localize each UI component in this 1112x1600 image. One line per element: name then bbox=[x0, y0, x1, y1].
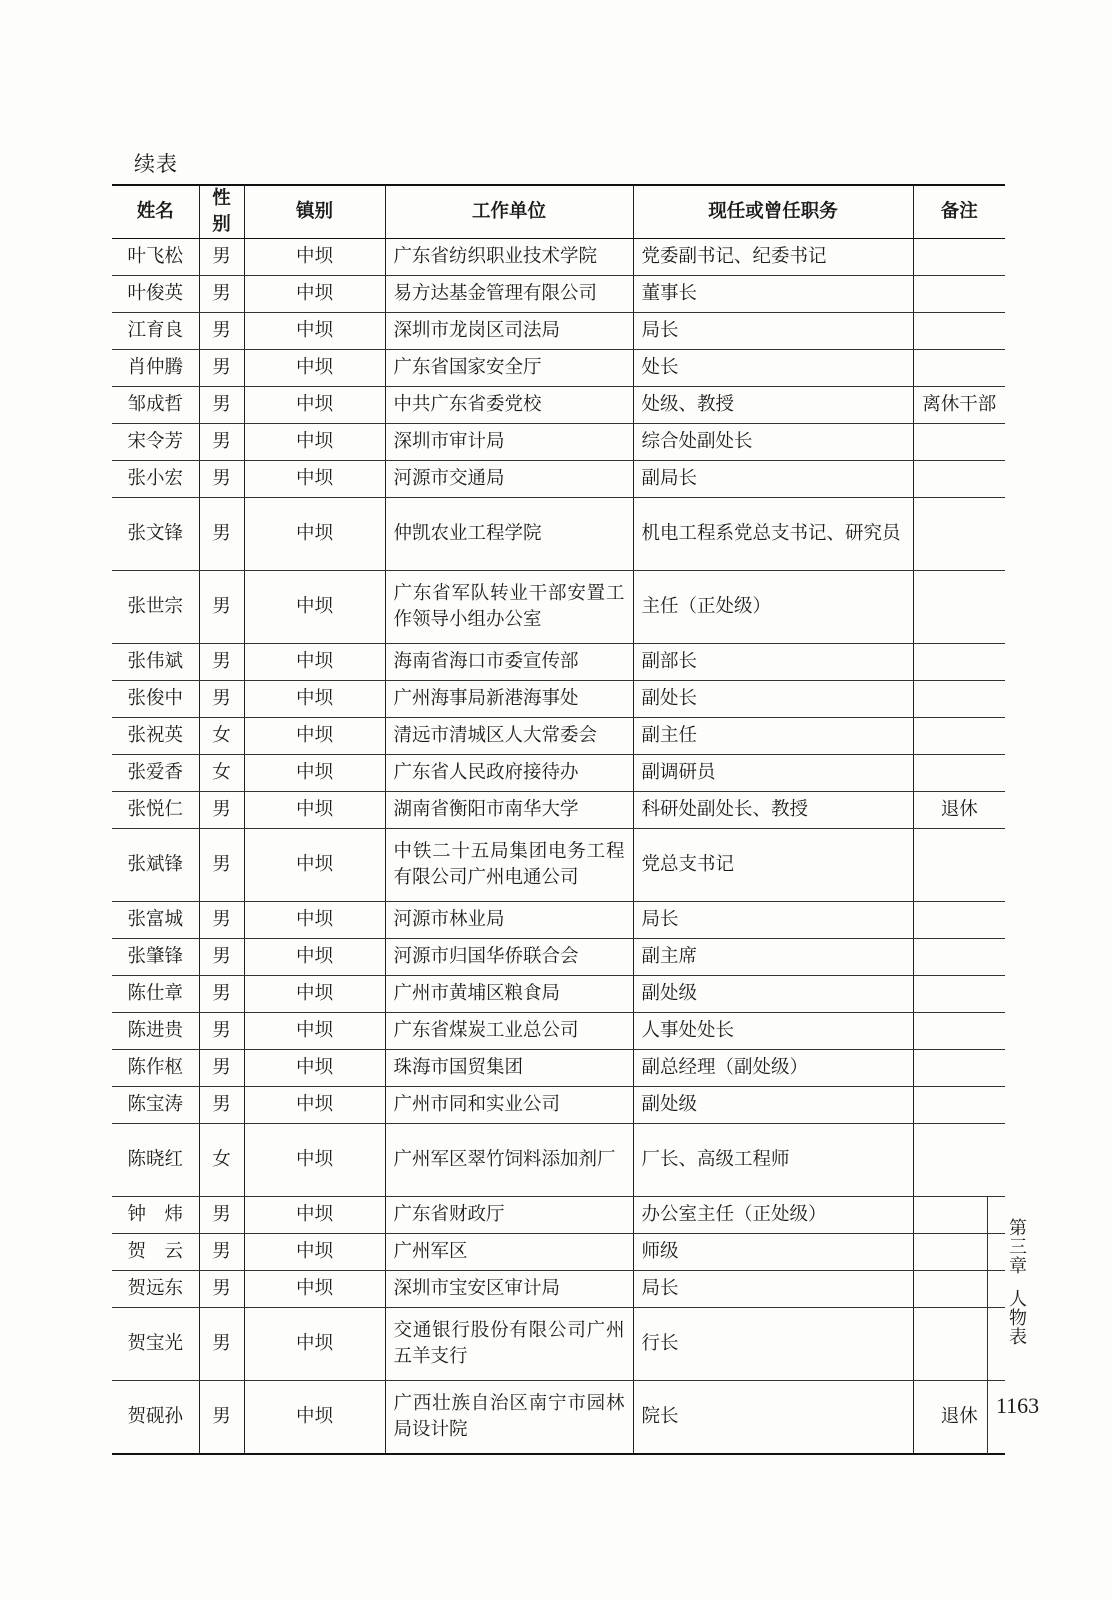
cell-name: 张肇锋 bbox=[112, 939, 199, 976]
cell-town: 中坝 bbox=[244, 313, 385, 350]
cell-town: 中坝 bbox=[244, 792, 385, 829]
cell-work-unit: 中共广东省委党校 bbox=[385, 387, 633, 424]
cell-work-unit: 广东省军队转业干部安置工作领导小组办公室 bbox=[385, 571, 633, 644]
cell-gender: 女 bbox=[199, 718, 244, 755]
table-row bbox=[112, 792, 1005, 829]
table-header-row bbox=[112, 185, 1005, 239]
cell-work-unit: 深圳市龙岗区司法局 bbox=[385, 313, 633, 350]
cell-note bbox=[913, 939, 1005, 976]
cell-note bbox=[913, 1050, 1005, 1087]
page-number: 1163 bbox=[996, 1393, 1040, 1418]
cell-name: 陈晓红 bbox=[112, 1124, 199, 1197]
cell-position: 副主席 bbox=[633, 939, 913, 976]
cell-work-unit: 河源市林业局 bbox=[385, 902, 633, 939]
table-body bbox=[112, 239, 1005, 1455]
cell-name: 张斌锋 bbox=[112, 829, 199, 902]
cell-name: 张悦仁 bbox=[112, 792, 199, 829]
cell-work-unit: 广东省国家安全厅 bbox=[385, 350, 633, 387]
cell-note bbox=[913, 976, 1005, 1013]
cell-note bbox=[913, 829, 1005, 902]
cell-position: 副局长 bbox=[633, 461, 913, 498]
cell-name: 邹成哲 bbox=[112, 387, 199, 424]
table-row bbox=[112, 718, 1005, 755]
table-row bbox=[112, 1124, 1005, 1197]
table-row bbox=[112, 498, 1005, 571]
cell-name: 贺宝光 bbox=[112, 1308, 199, 1381]
cell-gender: 男 bbox=[199, 939, 244, 976]
cell-town: 中坝 bbox=[244, 350, 385, 387]
cell-gender: 男 bbox=[199, 1381, 244, 1455]
table-row bbox=[112, 829, 1005, 902]
cell-work-unit: 广东省纺织职业技术学院 bbox=[385, 239, 633, 276]
cell-gender: 男 bbox=[199, 1234, 244, 1271]
table-row bbox=[112, 571, 1005, 644]
cell-gender: 男 bbox=[199, 350, 244, 387]
cell-name: 贺 云 bbox=[112, 1234, 199, 1271]
cell-name: 张俊中 bbox=[112, 681, 199, 718]
table-row bbox=[112, 1050, 1005, 1087]
cell-note: 退休 bbox=[913, 1381, 1005, 1455]
cell-position: 机电工程系党总支书记、研究员 bbox=[633, 498, 913, 571]
cell-note bbox=[913, 1234, 1005, 1271]
cell-town: 中坝 bbox=[244, 424, 385, 461]
cell-position: 师级 bbox=[633, 1234, 913, 1271]
cell-position: 党总支书记 bbox=[633, 829, 913, 902]
personnel-table-container bbox=[112, 184, 997, 1455]
cell-town: 中坝 bbox=[244, 829, 385, 902]
cell-gender: 男 bbox=[199, 239, 244, 276]
cell-position: 党委副书记、纪委书记 bbox=[633, 239, 913, 276]
cell-name: 贺远东 bbox=[112, 1271, 199, 1308]
cell-gender: 男 bbox=[199, 424, 244, 461]
cell-name: 张祝英 bbox=[112, 718, 199, 755]
cell-town: 中坝 bbox=[244, 239, 385, 276]
cell-name: 宋令芳 bbox=[112, 424, 199, 461]
cell-position: 副总经理（副处级） bbox=[633, 1050, 913, 1087]
cell-work-unit: 海南省海口市委宣传部 bbox=[385, 644, 633, 681]
cell-note: 离休干部 bbox=[913, 387, 1005, 424]
cell-work-unit: 广州海事局新港海事处 bbox=[385, 681, 633, 718]
cell-position: 副主任 bbox=[633, 718, 913, 755]
cell-name: 张文锋 bbox=[112, 498, 199, 571]
cell-note bbox=[913, 350, 1005, 387]
table-row bbox=[112, 1087, 1005, 1124]
table-row bbox=[112, 387, 1005, 424]
table-row bbox=[112, 313, 1005, 350]
cell-work-unit: 广州军区 bbox=[385, 1234, 633, 1271]
cell-note bbox=[913, 239, 1005, 276]
cell-position: 综合处副处长 bbox=[633, 424, 913, 461]
cell-position: 副处级 bbox=[633, 1087, 913, 1124]
cell-note: 退休 bbox=[913, 792, 1005, 829]
table-row bbox=[112, 755, 1005, 792]
cell-work-unit: 广州市黄埔区粮食局 bbox=[385, 976, 633, 1013]
cell-work-unit: 中铁二十五局集团电务工程有限公司广州电通公司 bbox=[385, 829, 633, 902]
cell-gender: 男 bbox=[199, 1271, 244, 1308]
cell-note bbox=[913, 424, 1005, 461]
table-row bbox=[112, 1234, 1005, 1271]
header-position: 现任或曾任职务 bbox=[633, 185, 913, 239]
cell-gender: 男 bbox=[199, 313, 244, 350]
cell-position: 副部长 bbox=[633, 644, 913, 681]
cell-position: 院长 bbox=[633, 1381, 913, 1455]
cell-work-unit: 广东省煤炭工业总公司 bbox=[385, 1013, 633, 1050]
cell-position: 办公室主任（正处级） bbox=[633, 1197, 913, 1234]
cell-gender: 男 bbox=[199, 976, 244, 1013]
cell-town: 中坝 bbox=[244, 1381, 385, 1455]
cell-name: 张富城 bbox=[112, 902, 199, 939]
cell-gender: 男 bbox=[199, 1087, 244, 1124]
cell-note bbox=[913, 755, 1005, 792]
continued-table-label: 续表 bbox=[134, 152, 178, 176]
cell-name: 张世宗 bbox=[112, 571, 199, 644]
cell-note bbox=[913, 461, 1005, 498]
cell-note bbox=[913, 681, 1005, 718]
cell-gender: 男 bbox=[199, 902, 244, 939]
cell-name: 叶俊英 bbox=[112, 276, 199, 313]
table-row bbox=[112, 1271, 1005, 1308]
cell-town: 中坝 bbox=[244, 681, 385, 718]
chapter-label: 第三章 bbox=[1006, 1218, 1027, 1275]
cell-town: 中坝 bbox=[244, 1013, 385, 1050]
cell-position: 局长 bbox=[633, 1271, 913, 1308]
cell-gender: 男 bbox=[199, 1197, 244, 1234]
cell-town: 中坝 bbox=[244, 1050, 385, 1087]
cell-position: 处长 bbox=[633, 350, 913, 387]
cell-work-unit: 珠海市国贸集团 bbox=[385, 1050, 633, 1087]
cell-note bbox=[913, 1087, 1005, 1124]
cell-town: 中坝 bbox=[244, 1308, 385, 1381]
cell-work-unit: 河源市归国华侨联合会 bbox=[385, 939, 633, 976]
cell-town: 中坝 bbox=[244, 276, 385, 313]
cell-work-unit: 深圳市宝安区审计局 bbox=[385, 1271, 633, 1308]
cell-work-unit: 广州市同和实业公司 bbox=[385, 1087, 633, 1124]
cell-town: 中坝 bbox=[244, 461, 385, 498]
cell-gender: 男 bbox=[199, 829, 244, 902]
cell-town: 中坝 bbox=[244, 1124, 385, 1197]
cell-name: 肖仲腾 bbox=[112, 350, 199, 387]
side-chapter-title bbox=[1003, 1218, 1027, 1346]
cell-position: 董事长 bbox=[633, 276, 913, 313]
cell-position: 行长 bbox=[633, 1308, 913, 1381]
table-row bbox=[112, 939, 1005, 976]
cell-gender: 男 bbox=[199, 387, 244, 424]
cell-note bbox=[913, 276, 1005, 313]
header-town: 镇别 bbox=[244, 185, 385, 239]
cell-work-unit: 交通银行股份有限公司广州五羊支行 bbox=[385, 1308, 633, 1381]
cell-work-unit: 仲凯农业工程学院 bbox=[385, 498, 633, 571]
cell-name: 陈仕章 bbox=[112, 976, 199, 1013]
cell-note bbox=[913, 498, 1005, 571]
cell-gender: 男 bbox=[199, 1013, 244, 1050]
cell-note bbox=[913, 1124, 1005, 1197]
table-row bbox=[112, 681, 1005, 718]
cell-work-unit: 河源市交通局 bbox=[385, 461, 633, 498]
cell-position: 局长 bbox=[633, 313, 913, 350]
table-row bbox=[112, 424, 1005, 461]
cell-position: 处级、教授 bbox=[633, 387, 913, 424]
cell-town: 中坝 bbox=[244, 498, 385, 571]
cell-town: 中坝 bbox=[244, 755, 385, 792]
cell-name: 张小宏 bbox=[112, 461, 199, 498]
cell-gender: 男 bbox=[199, 498, 244, 571]
table-row bbox=[112, 976, 1005, 1013]
cell-town: 中坝 bbox=[244, 1234, 385, 1271]
table-row bbox=[112, 1013, 1005, 1050]
cell-town: 中坝 bbox=[244, 1087, 385, 1124]
cell-position: 厂长、高级工程师 bbox=[633, 1124, 913, 1197]
cell-work-unit: 广州军区翠竹饲料添加剂厂 bbox=[385, 1124, 633, 1197]
cell-town: 中坝 bbox=[244, 902, 385, 939]
cell-gender: 男 bbox=[199, 1308, 244, 1381]
cell-name: 贺砚孙 bbox=[112, 1381, 199, 1455]
cell-name: 钟 炜 bbox=[112, 1197, 199, 1234]
table-row bbox=[112, 1197, 1005, 1234]
cell-note bbox=[913, 644, 1005, 681]
personnel-table bbox=[112, 184, 1005, 1455]
cell-position: 局长 bbox=[633, 902, 913, 939]
cell-town: 中坝 bbox=[244, 1197, 385, 1234]
table-row bbox=[112, 902, 1005, 939]
cell-town: 中坝 bbox=[244, 976, 385, 1013]
cell-gender: 男 bbox=[199, 644, 244, 681]
cell-name: 陈作枢 bbox=[112, 1050, 199, 1087]
cell-name: 陈宝涛 bbox=[112, 1087, 199, 1124]
cell-gender: 男 bbox=[199, 276, 244, 313]
table-row bbox=[112, 276, 1005, 313]
cell-note bbox=[913, 1013, 1005, 1050]
cell-position: 主任（正处级） bbox=[633, 571, 913, 644]
cell-work-unit: 湖南省衡阳市南华大学 bbox=[385, 792, 633, 829]
cell-note bbox=[913, 1197, 1005, 1234]
table-row bbox=[112, 239, 1005, 276]
cell-position: 副处级 bbox=[633, 976, 913, 1013]
header-name: 姓名 bbox=[112, 185, 199, 239]
cell-note bbox=[913, 718, 1005, 755]
table-row bbox=[112, 644, 1005, 681]
cell-position: 人事处处长 bbox=[633, 1013, 913, 1050]
cell-work-unit: 广东省财政厅 bbox=[385, 1197, 633, 1234]
cell-town: 中坝 bbox=[244, 387, 385, 424]
cell-town: 中坝 bbox=[244, 644, 385, 681]
cell-position: 副处长 bbox=[633, 681, 913, 718]
table-row bbox=[112, 1381, 1005, 1455]
cell-name: 陈进贵 bbox=[112, 1013, 199, 1050]
section-label: 人物表 bbox=[1006, 1289, 1027, 1346]
cell-town: 中坝 bbox=[244, 939, 385, 976]
cell-name: 张伟斌 bbox=[112, 644, 199, 681]
cell-name: 江育良 bbox=[112, 313, 199, 350]
cell-town: 中坝 bbox=[244, 571, 385, 644]
cell-note bbox=[913, 902, 1005, 939]
cell-town: 中坝 bbox=[244, 718, 385, 755]
cell-town: 中坝 bbox=[244, 1271, 385, 1308]
table-row bbox=[112, 350, 1005, 387]
cell-work-unit: 广东省人民政府接待办 bbox=[385, 755, 633, 792]
cell-work-unit: 清远市清城区人大常委会 bbox=[385, 718, 633, 755]
cell-work-unit: 深圳市审计局 bbox=[385, 424, 633, 461]
cell-work-unit: 广西壮族自治区南宁市园林局设计院 bbox=[385, 1381, 633, 1455]
side-divider-line bbox=[987, 1196, 988, 1454]
header-note: 备注 bbox=[913, 185, 1005, 239]
table-row bbox=[112, 461, 1005, 498]
cell-gender: 男 bbox=[199, 461, 244, 498]
header-work-unit: 工作单位 bbox=[385, 185, 633, 239]
cell-note bbox=[913, 313, 1005, 350]
cell-position: 副调研员 bbox=[633, 755, 913, 792]
cell-note bbox=[913, 1308, 1005, 1381]
cell-name: 张爱香 bbox=[112, 755, 199, 792]
cell-work-unit: 易方达基金管理有限公司 bbox=[385, 276, 633, 313]
header-gender: 性别 bbox=[199, 185, 244, 239]
cell-gender: 女 bbox=[199, 1124, 244, 1197]
cell-name: 叶飞松 bbox=[112, 239, 199, 276]
cell-gender: 女 bbox=[199, 755, 244, 792]
cell-gender: 男 bbox=[199, 571, 244, 644]
cell-gender: 男 bbox=[199, 792, 244, 829]
cell-note bbox=[913, 1271, 1005, 1308]
cell-gender: 男 bbox=[199, 681, 244, 718]
table-row bbox=[112, 1308, 1005, 1381]
cell-position: 科研处副处长、教授 bbox=[633, 792, 913, 829]
cell-gender: 男 bbox=[199, 1050, 244, 1087]
cell-note bbox=[913, 571, 1005, 644]
